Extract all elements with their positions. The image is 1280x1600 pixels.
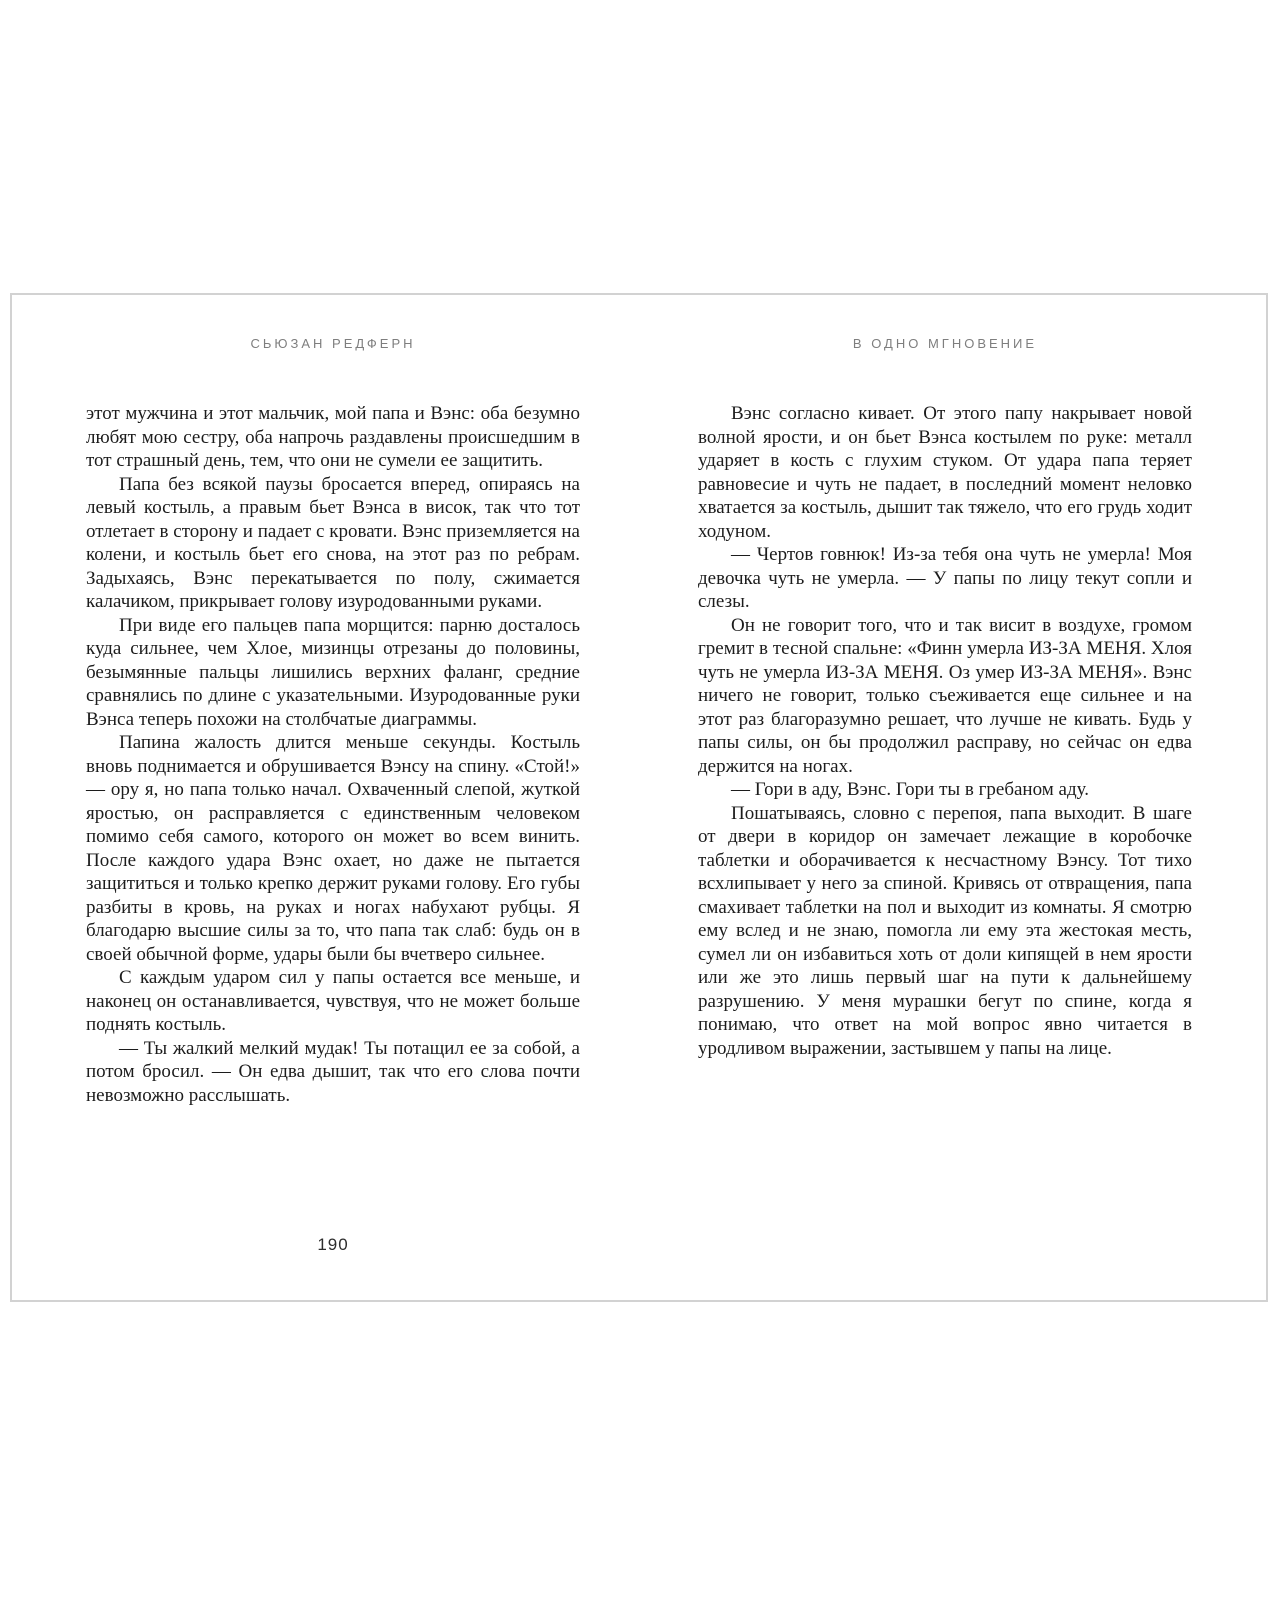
paragraph: этот мужчина и этот мальчик, мой папа и Вэнс: оба безумно любят мою сестру, оба напрочь раздавлены происшедшим в тот страшный день, тем, что они не сумели ее защитить. (86, 403, 580, 471)
paragraph: — Ты жалкий мелкий мудак! Ты потащил ее за собой, а потом бросил. — Он едва дышит, так что его слова почти невозможно расслышать. (86, 1037, 580, 1106)
paragraph: Папина жалость длится меньше секунды. Костыль вновь поднимается и обрушивается Вэнсу на спину. «Стой!» — ору я, но папа только начал. Охваченный слепой, жуткой яростью, он расправляется с единственным человеком помимо себя самого, которого он может во всем винить. После каждого удара Вэнс охает, но даже не пытается защититься и только крепко держит руками голову. Его губы разбиты в кровь, на руках и ногах набухают рубцы. Я благодарю высшие силы за то, что папа так слаб: будь он в своей обычной форме, удары были бы вчетверо сильнее. (86, 732, 580, 965)
paragraph: При виде его пальцев папа морщится: парню досталось куда сильнее, чем Хлое, мизинцы отрезаны до половины, безымянные пальцы лишились верхних фаланг, средние сравнялись по длине с указательными. Изуродованные руки Вэнса теперь похожи на столбчатые диаграммы. (86, 614, 580, 730)
running-head-title: В ОДНО МГНОВЕНИЕ (852, 336, 1038, 351)
paragraph: — Чертов говнюк! Из-за тебя она чуть не умерла! Моя девочка чуть не умерла. — У папы по лицу текут сопли и слезы. (698, 544, 1192, 612)
left-page-text-column (86, 402, 580, 1107)
paragraph: Папа без всякой паузы бросается вперед, опираясь на левый костыль, а правым бьет Вэнса в висок, так что тот отлетает в сторону и падает с кровати. Вэнс приземляется на колени, и костыль бьет его снова, на этот раз по ребрам. Задыхаясь, Вэнс перекатывается по полу, сжимается калачиком, прикрывает голову изуродованными руками. (86, 473, 580, 612)
book-page-spread (10, 293, 1268, 1302)
paragraph: Вэнс согласно кивает. От этого папу накрывает новой волной ярости, и он бьет Вэнса костылем по руке: металл ударяет в кость с глухим стуком. От удара папа теряет равновесие и чуть не падает, в последний момент неловко хватается за костыль, дышит так тяжело, что его грудь ходит ходуном. (698, 403, 1192, 542)
paragraph: — Гори в аду, Вэнс. Гори ты в гребаном аду. (731, 779, 1089, 800)
page-number: 190 (317, 1235, 349, 1254)
paragraph: Пошатываясь, словно с перепоя, папа выходит. В шаге от двери в коридор он замечает лежащие в коробочке таблетки и оборачивается к несчастному Вэнсу. Тот тихо всхлипывает у него за спиной. Кривясь от отвращения, папа смахивает таблетки на пол и выходит из комнаты. Я смотрю ему вслед и не знаю, помогла ли ему эта жестокая месть, сумел ли он избавиться хоть от доли кипящей в нем ярости или же это лишь первый шаг на пути к дальнейшему разрушению. У меня мурашки бегут по спине, когда я понимаю, что ответ на мой вопрос явно читается в уродливом выражении, застывшем у папы на лице. (698, 802, 1192, 1059)
paragraph: С каждым ударом сил у папы остается все меньше, и наконец он останавливается, чувствуя, что не может больше поднять костыль. (86, 967, 580, 1035)
running-head-author: СЬЮЗАН РЕДФЕРН (250, 336, 416, 351)
paragraph: Он не говорит того, что и так висит в воздухе, громом гремит в тесной спальне: «Финн умерла ИЗ-ЗА МЕНЯ. Хлоя чуть не умерла ИЗ-ЗА МЕНЯ. Оз умер ИЗ-ЗА МЕНЯ». Вэнс ничего не говорит, только съеживается еще сильнее и на этот раз благоразумно решает, что лучше не кивать. Будь у папы силы, он бы продолжил расправу, но сейчас он едва держится на ногах. (698, 614, 1192, 777)
right-page-text-column (698, 402, 1192, 1060)
